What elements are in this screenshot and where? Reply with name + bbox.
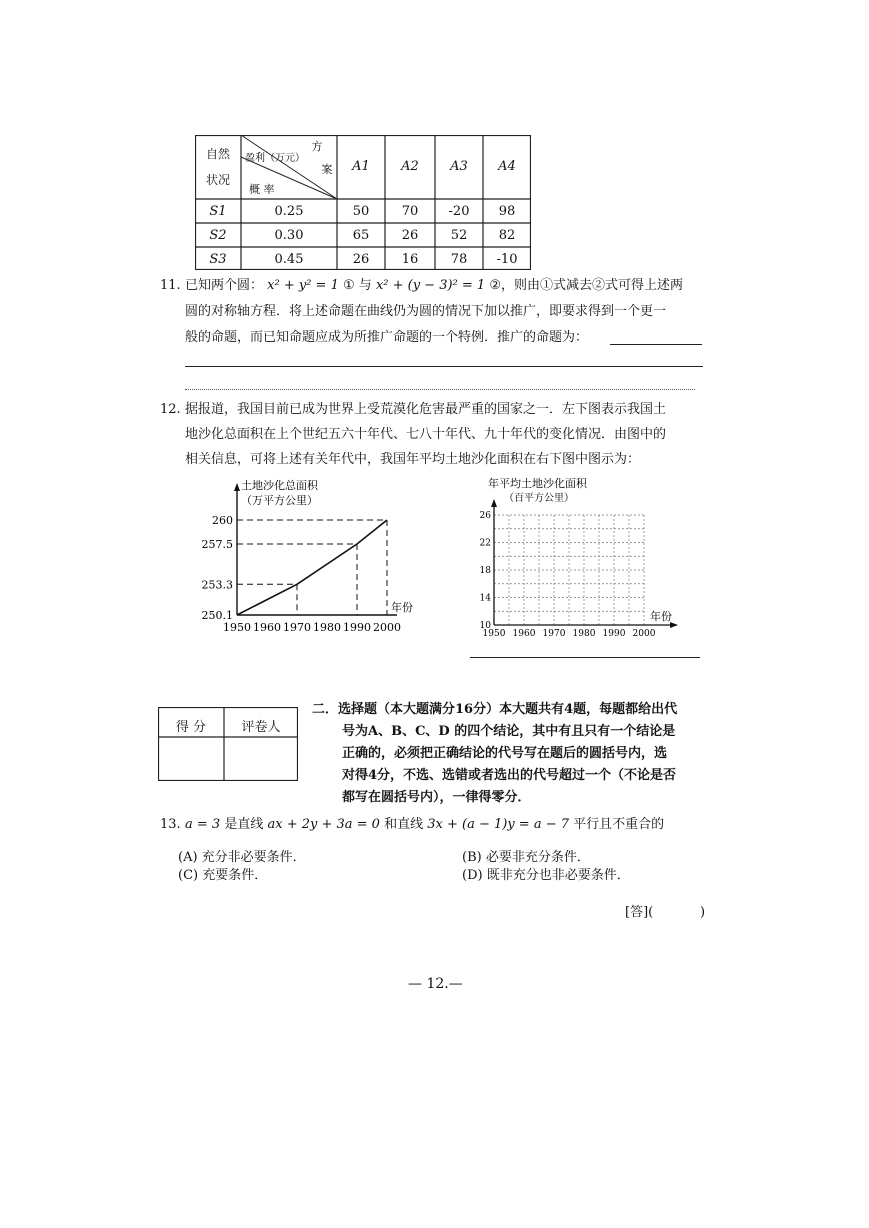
grader-header: 评卷人 <box>241 720 281 735</box>
y-axis-label: 土地沙化总面积 <box>241 479 318 492</box>
x-axis-label: 年份 <box>391 601 413 614</box>
q13-number: 13. <box>160 817 181 832</box>
section2-line3: 正确的，必须把正确结论的代号写在题后的圆括号内，选 <box>342 746 668 761</box>
q13-line-b: 3x + (a − 1)y = a − 7 <box>427 817 570 832</box>
row-value: 98 <box>498 204 516 219</box>
q13-option-a[interactable]: (A) 充分非必要条件． <box>178 850 306 865</box>
page-number: — 12.— <box>408 976 463 992</box>
q13-line-a: ax + 2y + 3a = 0 <box>267 817 380 832</box>
y-tick-label: 14 <box>479 593 491 604</box>
y-tick-label: 260 <box>212 514 233 527</box>
y-tick-label: 22 <box>479 538 491 549</box>
x-tick-label: 1990 <box>343 621 371 634</box>
q13-answer-label: [答]( <box>625 905 654 920</box>
q13-option-b[interactable]: (B) 必要非充分条件． <box>462 850 590 865</box>
grader-input[interactable] <box>226 739 296 779</box>
x-tick-label: 2000 <box>632 629 656 639</box>
x-axis-label: 年份 <box>650 610 672 623</box>
header-col-a3: A3 <box>450 159 468 174</box>
x-tick-label: 2000 <box>373 621 401 634</box>
q11-eq1: x² + y² = 1 <box>267 278 339 293</box>
q13-answer-input[interactable] <box>660 902 696 922</box>
x-tick-label: 1960 <box>512 629 536 639</box>
q13-answer-close: ) <box>700 905 706 920</box>
y-axis-label: 年平均土地沙化面积 <box>488 477 587 490</box>
row-state: S1 <box>209 204 227 219</box>
chart-sand-annual <box>470 475 690 645</box>
q12-line2: 地沙化总面积在上个世纪五六十年代、七八十年代、九十年代的变化情况．由图中的 <box>185 427 667 442</box>
x-tick-label: 1980 <box>313 621 341 634</box>
q13-stem <box>185 818 664 831</box>
q11-answer-line2[interactable] <box>185 389 695 390</box>
q11-text <box>185 279 683 292</box>
row-value: 26 <box>401 228 419 243</box>
x-tick-label: 1980 <box>572 629 596 639</box>
header-diag-fang: 方 <box>311 140 323 153</box>
score-input[interactable] <box>160 739 222 779</box>
row-value: 50 <box>352 204 370 219</box>
q11-line2: 圆的对称轴方程．将上述命题在曲线仍为圆的情况下加以推广，即要求得到一个更一 <box>185 304 667 319</box>
row-prob: 0.25 <box>274 204 304 219</box>
header-col-a1: A1 <box>352 159 370 174</box>
row-value: 78 <box>450 252 468 267</box>
y-axis-arrow <box>234 483 240 491</box>
q11-line3: 般的命题，而已知命题应成为所推广命题的一个特例．推广的命题为： <box>185 330 589 345</box>
header-col-a2: A2 <box>401 159 419 174</box>
x-tick-label: 1970 <box>542 629 566 639</box>
q12-line1: 据报道，我国目前已成为世界上受荒漠化危害最严重的国家之一．左下图表示我国土 <box>185 402 667 417</box>
chart-sand-total <box>195 475 420 645</box>
header-nature-bottom: 状况 <box>205 173 230 187</box>
q12-number: 12. <box>160 402 181 417</box>
score-header: 得 分 <box>175 720 207 735</box>
y-axis-arrow <box>491 499 497 507</box>
q13-option-d[interactable]: (D) 既非充分也非必要条件． <box>462 868 630 883</box>
y-axis-unit: （百平方公里） <box>504 493 574 504</box>
q11-answer-line[interactable] <box>185 366 703 367</box>
score-table <box>158 707 298 781</box>
y-tick-label: 26 <box>479 511 491 521</box>
row-value: 52 <box>450 228 468 243</box>
y-axis-unit: （万平方公里） <box>241 494 318 507</box>
q11-answer-blank[interactable] <box>610 344 702 345</box>
y-tick-label: 257.5 <box>201 537 233 551</box>
x-tick-label: 1990 <box>602 629 626 639</box>
q11-eq2: x² + (y − 3)² = 1 <box>375 278 486 293</box>
row-state: S2 <box>209 228 227 243</box>
q11-with: 与 <box>358 278 372 293</box>
header-col-a4: A4 <box>498 159 516 174</box>
y-tick-label: 253.3 <box>201 578 233 592</box>
q11-text-a: 已知两个圆： <box>185 278 264 293</box>
x-tick-label: 1970 <box>283 621 311 634</box>
row-value: -10 <box>496 252 518 267</box>
q12-answer-line[interactable] <box>470 657 700 658</box>
row-value: 70 <box>401 204 419 219</box>
q13-text3: 平行且不重合的 <box>573 817 665 832</box>
q13-text1: 是直线 <box>224 817 264 832</box>
x-tick-label: 1960 <box>253 621 281 634</box>
row-value: 82 <box>498 228 516 243</box>
y-tick-label: 10 <box>479 621 491 631</box>
section2-line5: 都写在圆括号内），一律得零分． <box>342 790 531 805</box>
row-value: 16 <box>401 252 419 267</box>
row-state: S3 <box>209 252 227 267</box>
header-diag-prob: 概 率 <box>249 183 275 196</box>
header-diag-profit: 盈利（万元） <box>245 153 305 164</box>
q11-mark1: ① <box>342 278 355 293</box>
header-diag-an: 案 <box>321 163 333 176</box>
q13-text2: 和直线 <box>384 817 424 832</box>
y-tick-label: 18 <box>479 566 491 576</box>
section2-line2: 号为A、B、C、D 的四个结论，其中有且只有一个结论是 <box>342 724 676 739</box>
series-line <box>237 520 387 615</box>
row-prob: 0.45 <box>274 252 304 267</box>
header-nature-top: 自然 <box>205 147 230 161</box>
q13-option-c[interactable]: (C) 充要条件． <box>178 868 268 883</box>
y-tick-label: 250.1 <box>201 609 233 622</box>
section2-line4: 对得4分，不选、选错或者选出的代号超过一个（不论是否 <box>342 768 677 783</box>
row-value: 65 <box>352 228 370 243</box>
row-value: -20 <box>448 204 470 219</box>
q11-number: 11. <box>160 278 181 293</box>
row-prob: 0.30 <box>274 228 304 243</box>
q13-cond: a = 3 <box>185 817 221 832</box>
x-tick-label: 1950 <box>482 629 506 639</box>
row-value: 26 <box>352 252 370 267</box>
q11-text-b: ②，则由①式减去②式可得上述两 <box>489 278 683 293</box>
section2-title: 二．选择题（本大题满分16分）本大题共有4题，每题都给出代 <box>312 702 678 717</box>
q12-line3: 相关信息，可将上述有关年代中，我国年平均土地沙化面积在右下图中图示为： <box>185 452 641 467</box>
x-tick-label: 1950 <box>223 621 251 634</box>
decision-table <box>195 135 531 270</box>
